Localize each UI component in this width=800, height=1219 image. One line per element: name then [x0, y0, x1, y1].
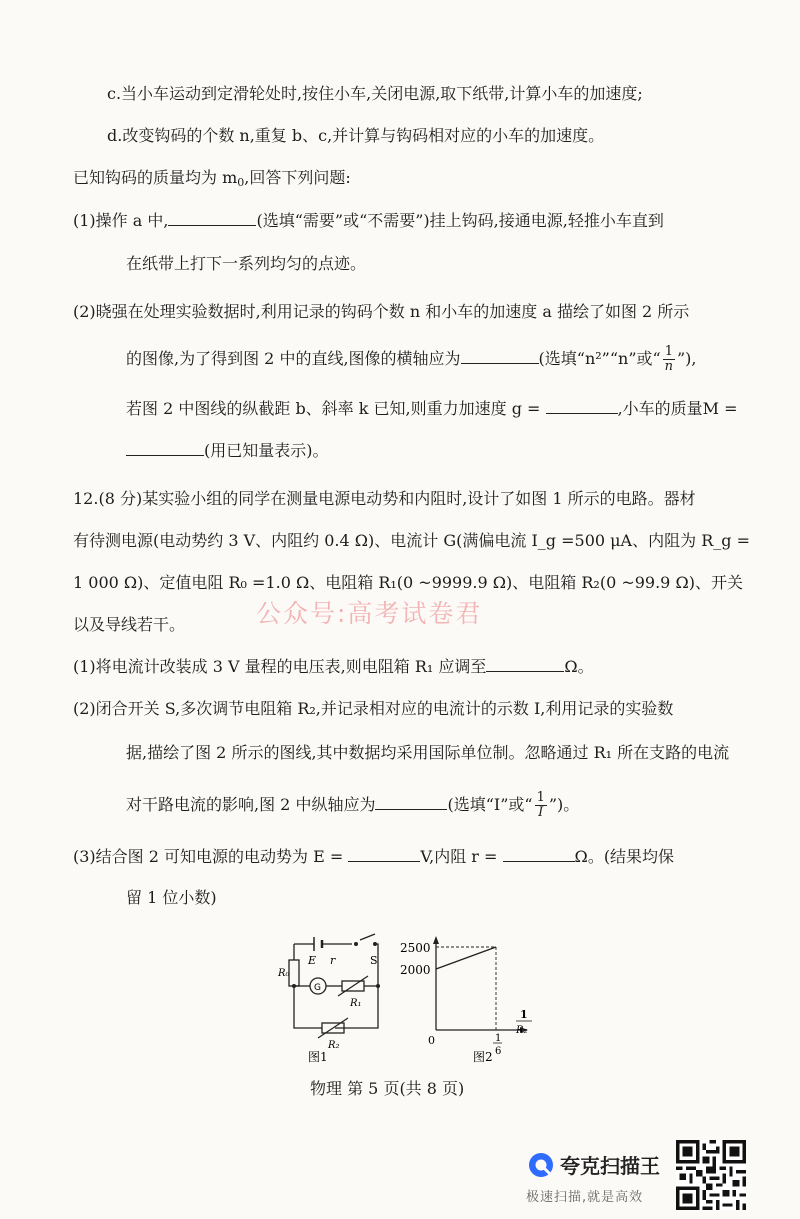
q12-part2-line2: 据,描绘了图 2 所示的图线,其中数据均采用国际单位制。忽略通过 R₁ 所在支路的电流 [126, 743, 730, 762]
scanner-logo-icon [528, 1152, 554, 1178]
q11-part2-line4: (用已知量表示)。 [126, 439, 329, 463]
axis-label-num: 1 [520, 1008, 528, 1021]
fraction-1-over-n: $\frac{1}{n}$ [664, 344, 674, 374]
q12-part2-line3: 对干路电流的影响,图 2 中纵轴应为 (选填“I”或“ $\frac{1}{I}$ ”)。 [126, 790, 580, 820]
q11-part2: (2)晓强在处理实验数据时,利用记录的钩码个数 n 和小车的加速度 a 描绘了如图 2 所示 [73, 302, 690, 321]
q11-part1: (1)操作 a 中, (选填“需要”或“不需要”)挂上钩码,接通电源,轻推小车直到 [73, 211, 664, 230]
axis-label-den: R₂ [516, 1025, 528, 1036]
svg-text:R₁: R₁ [350, 998, 362, 1009]
figure-1-caption: 图1 [308, 1050, 328, 1064]
answer-blank[interactable] [168, 209, 256, 226]
circuit-figure-1 [280, 930, 390, 1065]
page-footer: 物理 第 5 页(共 8 页) [310, 1079, 465, 1098]
origin-label: 0 [428, 1034, 435, 1047]
figure-2-caption: 图2 [473, 1050, 493, 1064]
fraction-1-over-I: $\frac{1}{I}$ [536, 790, 545, 820]
tick-label-x-num: 1 [495, 1033, 502, 1044]
tick-label-2000: 2000 [400, 963, 431, 977]
tick-label-2500: 2500 [400, 941, 431, 955]
watermark: 公众号:高考试卷君 [256, 599, 483, 628]
q11-part2-line2: 的图像,为了得到图 2 中的直线,图像的横轴应为 (选填“n²”“n”或“ $\frac{1}{n}$ ”), [126, 344, 697, 374]
q12-stem-2: 有待测电源(电动势约 3 V、内阻约 0.4 Ω)、电流计 G(满偏电流 I_g =500 μA、内阻为 R_g = [73, 531, 750, 550]
svg-text:G: G [314, 983, 321, 993]
q12-part3: (3)结合图 2 可知电源的电动势为 E = V,内阻 r = Ω。(结果均保 [73, 847, 675, 866]
q11-part1-cont: 在纸带上打下一系列均匀的点迹。 [126, 254, 367, 273]
step-d: d.改变钩码的个数 n,重复 b、c,并计算与钩码相对应的小车的加速度。 [107, 126, 605, 145]
q11-part2-line3: 若图 2 中图线的纵截距 b、斜率 k 已知,则重力加速度 g = ,小车的质量M = [126, 399, 738, 418]
qr-code-icon [676, 1140, 746, 1210]
svg-text:S: S [370, 954, 378, 967]
data-line [436, 947, 496, 969]
answer-blank[interactable] [126, 439, 204, 456]
tick-label-x-den: 6 [495, 1046, 502, 1057]
svg-text:r: r [330, 954, 336, 967]
q12-stem-1: 12.(8 分)某实验小组的同学在测量电源电动势和内阻时,设计了如图 1 所示的电路。器材 [73, 489, 696, 508]
svg-text:R₂: R₂ [328, 1040, 340, 1051]
resistor-R0 [289, 960, 299, 986]
q12-part3-cont: 留 1 位小数) [126, 888, 217, 907]
answer-blank[interactable] [546, 397, 618, 414]
answer-blank[interactable] [486, 655, 564, 672]
answer-blank[interactable] [461, 347, 539, 364]
known-condition: 已知钩码的质量均为 $m_0$,回答下列问题: [73, 168, 351, 189]
q12-part1: (1)将电流计改装成 3 V 量程的电压表,则电阻箱 R₁ 应调至 Ω。 [73, 657, 594, 676]
answer-blank[interactable] [375, 793, 447, 810]
scanner-subtitle: 极速扫描,就是高效 [526, 1190, 644, 1205]
answer-blank[interactable] [503, 845, 575, 862]
answer-blank[interactable] [348, 845, 420, 862]
svg-text:R₀: R₀ [278, 968, 290, 979]
svg-text:E: E [308, 954, 317, 967]
q12-stem-4: 以及导线若干。 [73, 615, 186, 634]
scanner-title: 夸克扫描王 [560, 1154, 660, 1178]
q12-stem-3: 1 000 Ω)、定值电阻 R₀ =1.0 Ω、电阻箱 R₁(0 ~9999.9 Ω)、电阻箱 R₂(0 ~99.9 Ω)、开关 [73, 573, 743, 592]
q12-part2: (2)闭合开关 S,多次调节电阻箱 R₂,并记录相对应的电流计的示数 I,利用记录的实验数 [73, 699, 674, 718]
step-c: c.当小车运动到定滑轮处时,按住小车,关闭电源,取下纸带,计算小车的加速度; [107, 84, 643, 103]
graph-figure-2 [400, 934, 540, 1064]
